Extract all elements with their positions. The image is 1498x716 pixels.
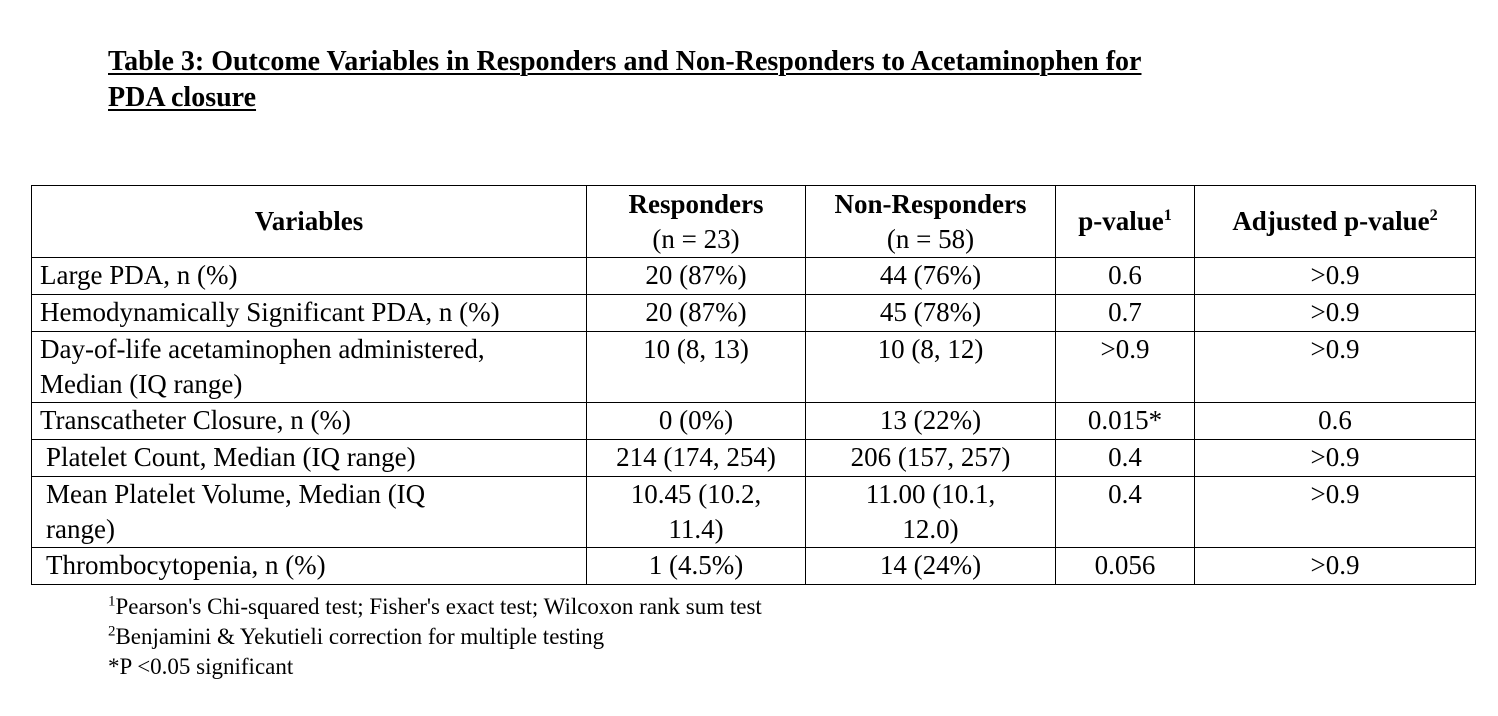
- table-row: [32, 477, 1476, 548]
- cell-non-responders-line-2: 12.0): [902, 514, 959, 544]
- cell-p-value: 0.056: [1056, 548, 1195, 585]
- cell-responders: 20 (87%): [587, 295, 806, 332]
- table-row: [32, 258, 1476, 295]
- cell-variable-line-1: Mean Platelet Volume, Median (IQ: [46, 479, 426, 509]
- header-responders-n: (n = 23): [652, 223, 740, 254]
- table-row: [32, 332, 1476, 403]
- footnote-3: [108, 652, 762, 682]
- footnote-2-text: Benjamini & Yekutieli correction for multiple testing: [115, 624, 605, 649]
- cell-non-responders: 206 (157, 257): [806, 440, 1056, 477]
- cell-variable: Thrombocytopenia, n (%): [32, 548, 587, 585]
- footnote-2-marker: 2: [108, 623, 116, 640]
- cell-responders-line-2: 11.4): [668, 514, 724, 544]
- cell-non-responders: 45 (78%): [806, 295, 1056, 332]
- header-adjusted-p-value: Adjusted p-value$^2$: [1195, 186, 1476, 258]
- cell-p-value: 0.6: [1056, 258, 1195, 295]
- cell-p-value: >0.9: [1056, 332, 1195, 403]
- footnotes: [108, 592, 762, 682]
- cell-responders: 20 (87%): [587, 258, 806, 295]
- cell-variable: Hemodynamically Significant PDA, n (%): [32, 295, 587, 332]
- table-title-line-2: PDA closure: [108, 82, 257, 113]
- table-title-line-1: Table 3: Outcome Variables in Responders and Non-Responders to Acetaminophen for: [108, 46, 1142, 77]
- header-p-value-footnote-marker: 1: [1163, 206, 1172, 224]
- cell-adjusted-p-value: >0.9: [1195, 477, 1476, 548]
- footnote-1-marker: 1: [108, 593, 116, 610]
- footnote-1-text: Pearson's Chi-squared test; Fisher's exact test; Wilcoxon rank sum test: [115, 594, 762, 619]
- cell-variable: [32, 332, 587, 403]
- cell-non-responders-line-1: 11.00 (10.1,: [865, 479, 996, 509]
- table-row: [32, 440, 1476, 477]
- cell-responders: 214 (174, 254): [587, 440, 806, 477]
- cell-responders-line-1: 10.45 (10.2,: [630, 479, 762, 509]
- header-p-value: p-value$^1$: [1056, 186, 1195, 258]
- cell-responders: 10 (8, 13): [587, 332, 806, 403]
- table-row: [32, 548, 1476, 585]
- cell-variable: Large PDA, n (%): [32, 258, 587, 295]
- table-row: [32, 403, 1476, 440]
- header-row: [32, 186, 1476, 258]
- cell-variable-line-1: Day-of-life acetaminophen administered,: [40, 334, 485, 364]
- cell-adjusted-p-value: 0.6: [1195, 403, 1476, 440]
- cell-non-responders: 44 (76%): [806, 258, 1056, 295]
- cell-variable-line-2: Median (IQ range): [40, 369, 243, 399]
- footnote-2: [108, 622, 762, 652]
- cell-non-responders: 10 (8, 12): [806, 332, 1056, 403]
- header-adjusted-footnote-marker: 2: [1429, 206, 1438, 224]
- cell-variable-line-2: range): [46, 514, 115, 544]
- cell-non-responders: 14 (24%): [806, 548, 1056, 585]
- cell-p-value: 0.015*: [1056, 403, 1195, 440]
- cell-adjusted-p-value: >0.9: [1195, 548, 1476, 585]
- cell-adjusted-p-value: >0.9: [1195, 295, 1476, 332]
- header-responders: Responders (n = 23): [587, 186, 806, 258]
- cell-non-responders: 13 (22%): [806, 403, 1056, 440]
- footnote-1: [108, 592, 762, 622]
- footnote-3-text: *P <0.05 significant: [108, 654, 294, 679]
- cell-variable: Platelet Count, Median (IQ range): [32, 440, 587, 477]
- table-title: [108, 44, 1308, 116]
- cell-responders: [587, 477, 806, 548]
- cell-responders: 1 (4.5%): [587, 548, 806, 585]
- cell-adjusted-p-value: >0.9: [1195, 258, 1476, 295]
- header-variables: Variables: [32, 186, 587, 258]
- cell-adjusted-p-value: >0.9: [1195, 440, 1476, 477]
- cell-p-value: 0.4: [1056, 477, 1195, 548]
- cell-responders: 0 (0%): [587, 403, 806, 440]
- outcome-table: [31, 185, 1476, 585]
- table-row: [32, 295, 1476, 332]
- header-non-responders-n: (n = 58): [886, 223, 975, 254]
- cell-p-value: 0.4: [1056, 440, 1195, 477]
- cell-adjusted-p-value: >0.9: [1195, 332, 1476, 403]
- header-non-responders: Non-Responders (n = 58): [806, 186, 1056, 258]
- cell-non-responders: [806, 477, 1056, 548]
- cell-p-value: 0.7: [1056, 295, 1195, 332]
- cell-variable: [32, 477, 587, 548]
- cell-variable: Transcatheter Closure, n (%): [32, 403, 587, 440]
